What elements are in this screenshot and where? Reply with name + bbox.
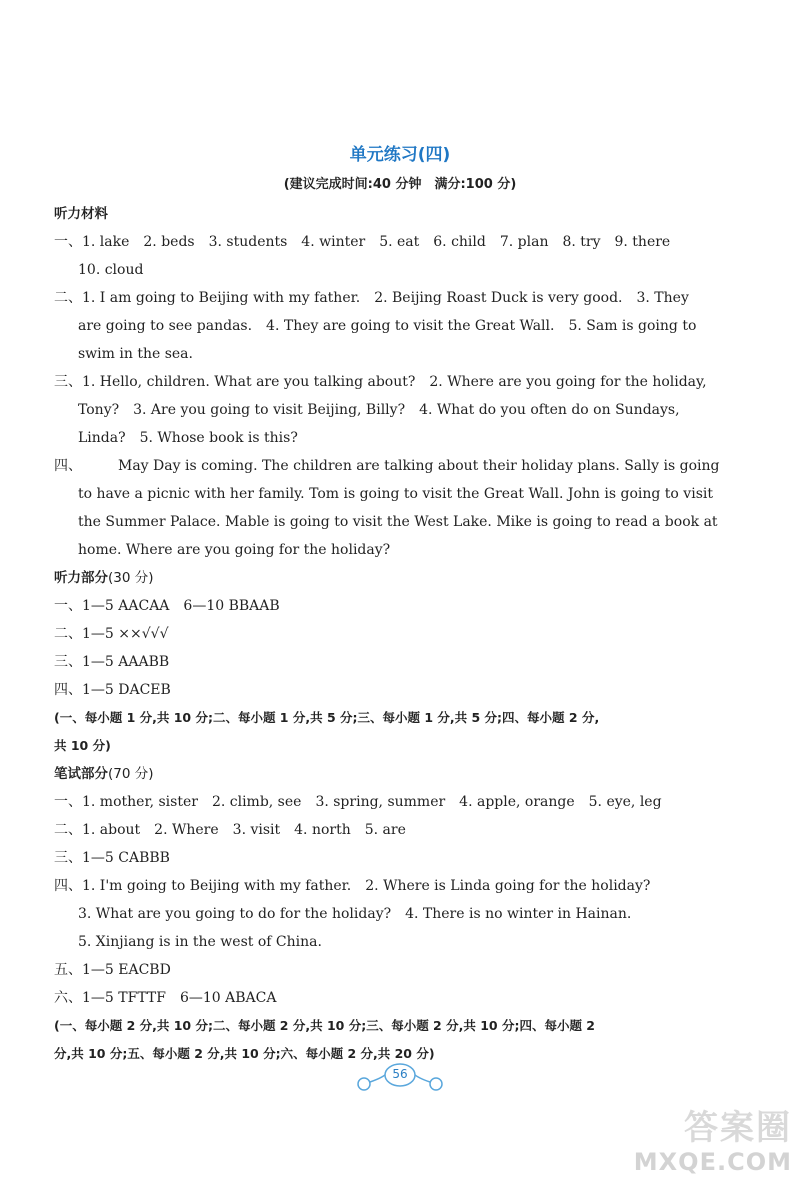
listening-answer-4: 四、1—5 DACEB xyxy=(54,682,171,698)
written-answer-4-line2: 3. What are you going to do for the holiday? 4. There is no winter in Hainan. xyxy=(78,906,632,922)
material-s4-line1 xyxy=(54,452,754,480)
material-s3-line1: 三、1. Hello, children. What are you talking about? 2. Where are you going for the holiday, xyxy=(54,374,707,390)
written-part-title: 笔试部分 xyxy=(54,766,108,782)
written-answer-5: 五、1—5 EACBD xyxy=(54,962,171,978)
written-answer-4-line1: 四、1. I'm going to Beijing with my father. 2. Where is Linda going for the holiday? xyxy=(54,878,651,894)
written-scoring-line1: (一、每小题 2 分,共 10 分;二、每小题 2 分,共 10 分;三、每小题 2 分,共 10 分;四、每小题 2 xyxy=(54,1018,596,1033)
listening-part-title: 听力部分 xyxy=(54,570,108,586)
page-subtitle: (建议完成时间:40 分钟 满分:100 分) xyxy=(283,177,517,192)
written-answer-4-line3: 5. Xinjiang is in the west of China. xyxy=(78,934,322,950)
material-s3-line3: Linda? 5. Whose book is this? xyxy=(78,430,298,446)
material-s1-line1: 一、1. lake 2. beds 3. students 4. winter 5. eat 6. child 7. plan 8. try 9. there xyxy=(54,234,671,250)
page-number-badge xyxy=(352,1060,448,1094)
material-s4-line2: to have a picnic with her family. Tom is going to visit the Great Wall. John is going to visit xyxy=(78,486,713,502)
written-part-points: (70 分) xyxy=(108,766,154,782)
page-number: 56 xyxy=(392,1067,408,1081)
answer-content xyxy=(54,200,754,1068)
written-part-heading xyxy=(54,760,754,788)
listening-answer-2: 二、1—5 ××√√√ xyxy=(54,626,169,642)
material-s4-line3: the Summer Palace. Mable is going to visit the West Lake. Mike is going to read a book at xyxy=(78,514,718,530)
material-s2-line1: 二、1. I am going to Beijing with my father. 2. Beijing Roast Duck is very good. 3. They xyxy=(54,290,689,306)
material-s4-label: 四、 xyxy=(54,458,82,474)
material-s4-text1: May Day is coming. The children are talking about their holiday plans. Sally is going xyxy=(118,458,720,474)
material-s3-line2: Tony? 3. Are you going to visit Beijing, Billy? 4. What do you often do on Sundays, xyxy=(78,402,680,418)
material-s2-line2: are going to see pandas. 4. They are going to visit the Great Wall. 5. Sam is going to xyxy=(78,318,697,334)
listening-scoring-line1: (一、每小题 1 分,共 10 分;二、每小题 1 分,共 5 分;三、每小题 1 分,共 5 分;四、每小题 2 分, xyxy=(54,710,600,725)
watermark-site-text: MXQE.COM xyxy=(633,1148,792,1176)
watermark xyxy=(622,1100,792,1180)
material-s2-line3: swim in the sea. xyxy=(78,346,193,362)
listening-part-points: (30 分) xyxy=(108,570,154,586)
listening-scoring-line2: 共 10 分) xyxy=(54,738,111,753)
listening-material-heading: 听力材料 xyxy=(54,206,108,222)
material-s4-line4: home. Where are you going for the holiday? xyxy=(78,542,391,558)
listening-answer-3: 三、1—5 AAABB xyxy=(54,654,170,670)
written-scoring-line2: 分,共 10 分;五、每小题 2 分,共 10 分;六、每小题 2 分,共 20 分) xyxy=(54,1046,435,1061)
written-answer-3: 三、1—5 CABBB xyxy=(54,850,170,866)
written-answer-2: 二、1. about 2. Where 3. visit 4. north 5. are xyxy=(54,822,406,838)
written-answer-1: 一、1. mother, sister 2. climb, see 3. spring, summer 4. apple, orange 5. eye, leg xyxy=(54,794,662,810)
listening-answer-1: 一、1—5 AACAA 6—10 BBAAB xyxy=(54,598,280,614)
listening-part-heading xyxy=(54,564,754,592)
written-answer-6: 六、1—5 TFTTF 6—10 ABACA xyxy=(54,990,277,1006)
page-title: 单元练习(四) xyxy=(349,145,451,165)
material-s1-line2: 10. cloud xyxy=(78,262,144,278)
watermark-logo-text: 答案圈 xyxy=(684,1108,792,1148)
